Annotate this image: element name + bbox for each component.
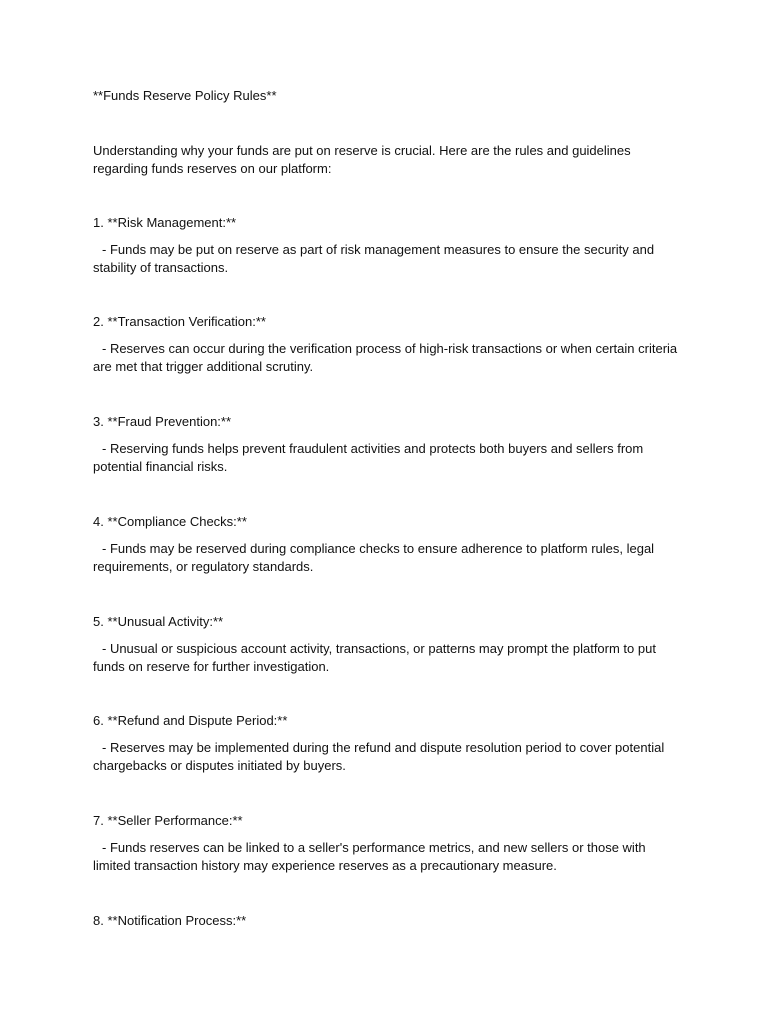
policy-item-heading: 7. **Seller Performance:** xyxy=(93,813,243,828)
policy-item-heading: 5. **Unusual Activity:** xyxy=(93,614,224,629)
policy-item-body: - Reserves can occur during the verification process of high-risk transactions or when certain criteria are met that trigger additional scrutiny. xyxy=(93,341,678,374)
policy-item-heading: 3. **Fraud Prevention:** xyxy=(93,414,232,429)
intro-paragraph: Understanding why your funds are put on reserve is crucial. Here are the rules and guidelines regarding funds reserves on our platform: xyxy=(93,143,631,176)
policy-item-heading: 6. **Refund and Dispute Period:** xyxy=(93,713,288,728)
policy-item xyxy=(93,214,678,277)
policy-item-heading: 1. **Risk Management:** xyxy=(93,215,237,230)
policy-item xyxy=(93,912,678,930)
policy-item xyxy=(93,712,678,775)
policy-item xyxy=(93,313,678,376)
policy-item-body: - Funds may be put on reserve as part of risk management measures to ensure the security and stability of transactions. xyxy=(93,242,655,275)
policy-item xyxy=(93,513,678,576)
policy-item xyxy=(93,413,678,476)
policy-item-body: - Unusual or suspicious account activity, transactions, or patterns may prompt the platform to put funds on reserve for further investigation. xyxy=(93,641,656,674)
policy-item-body: - Funds reserves can be linked to a seller's performance metrics, and new sellers or those with limited transaction history may experience reserves as a precautionary measure. xyxy=(93,840,646,873)
policy-item-heading: 2. **Transaction Verification:** xyxy=(93,314,266,329)
document-title: **Funds Reserve Policy Rules** xyxy=(93,88,277,103)
policy-item-heading: 4. **Compliance Checks:** xyxy=(93,514,247,529)
policy-item-body: - Reserves may be implemented during the refund and dispute resolution period to cover potential chargebacks or disputes initiated by buyers. xyxy=(93,740,665,773)
policy-item-heading: 8. **Notification Process:** xyxy=(93,913,247,928)
policy-item-body: - Funds may be reserved during compliance checks to ensure adherence to platform rules, legal requirements, or regulatory standards. xyxy=(93,541,655,574)
policy-item xyxy=(93,812,678,875)
policy-item-body: - Reserving funds helps prevent fraudulent activities and protects both buyers and sellers from potential financial risks. xyxy=(93,441,644,474)
policy-item xyxy=(93,613,678,676)
